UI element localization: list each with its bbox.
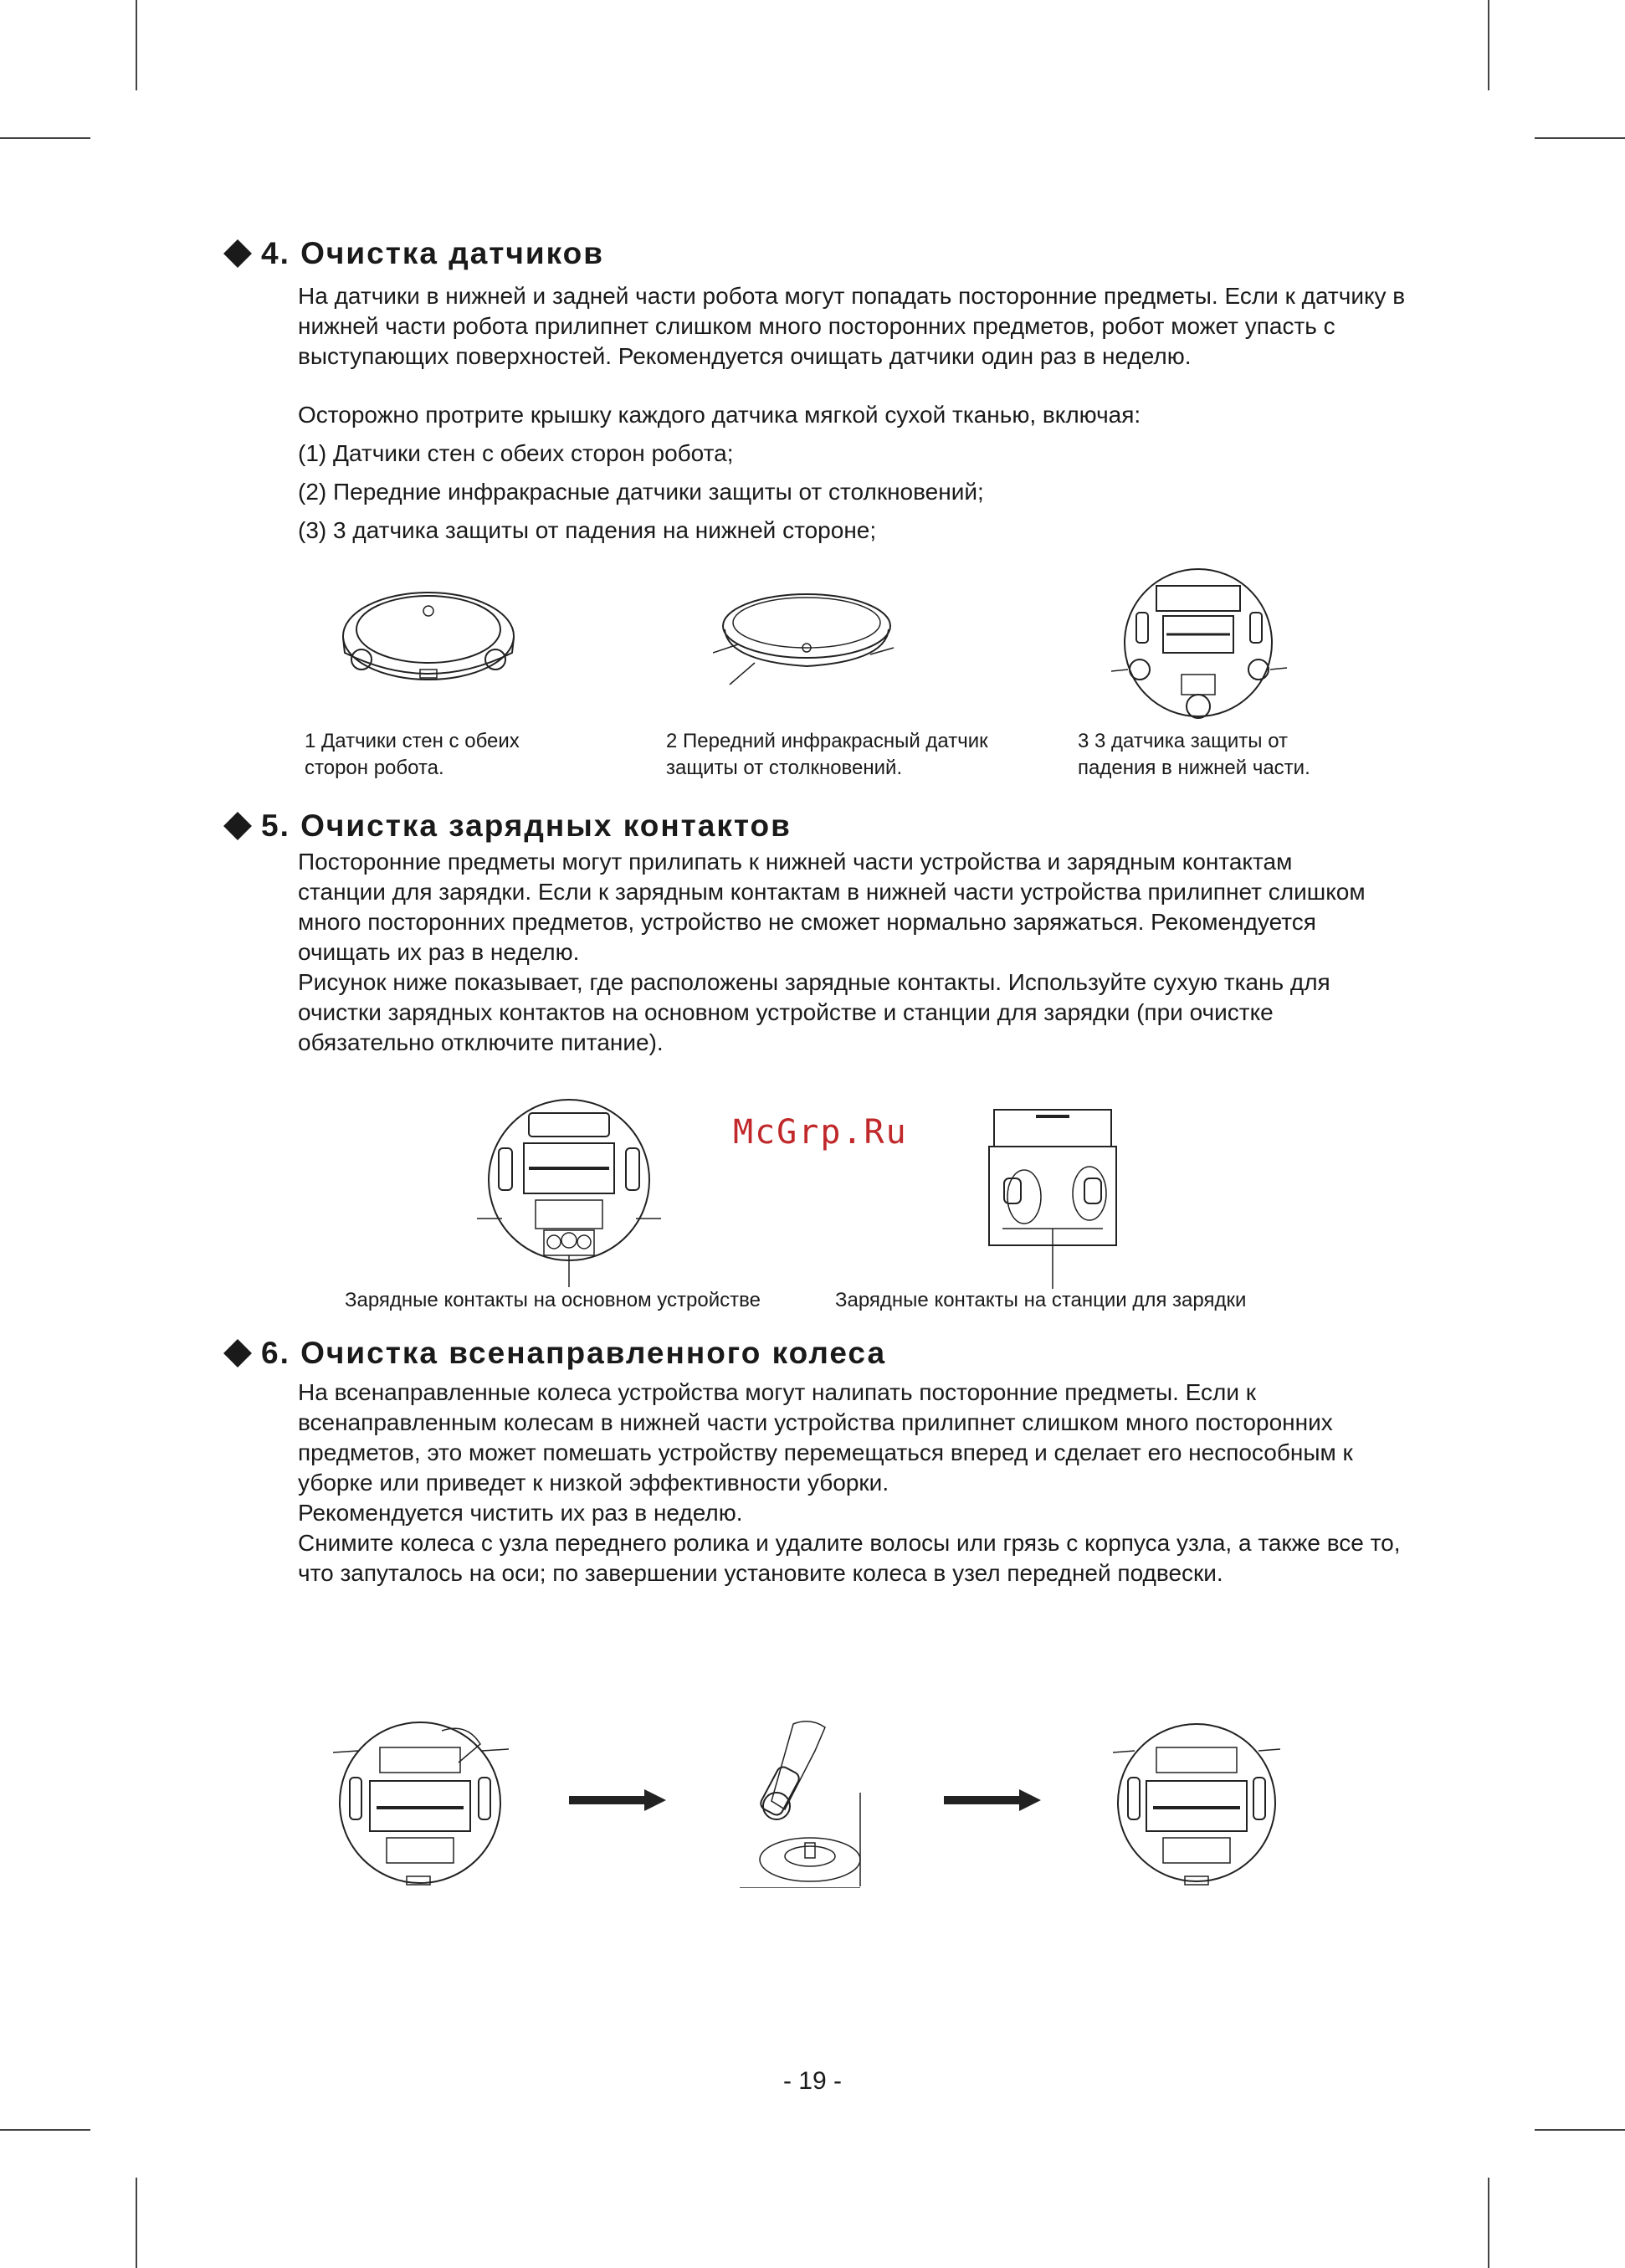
- charging-station-figure: [986, 1103, 1120, 1289]
- section-4-intro: На датчики в нижней и задней части робота могут попадать посторонние предметы. Если к датчику в нижней части робота прилипнет слишком много посторонних предметов, робот может упасть с выступающих поверхностей. Рекомендуется очищать датчики один раз в неделю.: [298, 283, 1406, 369]
- robot-front-view-icon: [713, 586, 905, 695]
- robot-bottom-installed-wheel-icon: [1113, 1714, 1280, 1890]
- watermark: McGrp.Ru: [733, 1113, 908, 1152]
- figure-caption: Зарядные контакты на станции для зарядки: [835, 1289, 1247, 1311]
- arrow-right-icon: [944, 1789, 1041, 1811]
- section-6-title: 6. Очистка всенаправленного колеса: [223, 1336, 886, 1371]
- diamond-bullet-icon: [223, 239, 252, 268]
- crop-mark: [136, 0, 137, 90]
- charging-station-icon: [986, 1103, 1120, 1289]
- arrow-right-icon: [569, 1789, 666, 1811]
- section-4-title: 4. Очистка датчиков: [223, 236, 604, 271]
- robot-side-view-figure: [335, 586, 527, 695]
- diamond-bullet-icon: [223, 1339, 252, 1367]
- figure-caption: 2 Передний инфракрасный датчик защиты от столкновений.: [666, 730, 988, 779]
- robot-bottom-remove-wheel-figure: [333, 1714, 509, 1890]
- robot-bottom-remove-wheel-icon: [333, 1714, 509, 1890]
- page-number: - 19 -: [782, 2067, 843, 2095]
- crop-mark: [1488, 2178, 1489, 2268]
- section-5-body: Посторонние предметы могут прилипать к нижней части устройства и зарядным контактам станции для зарядки. Если к зарядным контактам в нижней части устройства прилипнет слишком много посторонних предметов, устройство не сможет нормально заряжаться. Рекомендуется очищать их раз в неделю. Рисунок ниже показывает, где расположены зарядные контакты. Используйте сухую ткань для очистки зарядных контактов на основном устройстве и станции для зарядки (при очистке обязательно отключите питание).: [298, 849, 1366, 1055]
- crop-mark: [136, 2178, 137, 2268]
- wheel-cleaning-closeup-figure: [735, 1717, 869, 1888]
- crop-mark: [0, 137, 90, 139]
- crop-mark: [1535, 137, 1625, 139]
- figure-caption: Зарядные контакты на основном устройстве: [345, 1289, 761, 1311]
- crop-mark: [1535, 2129, 1625, 2131]
- section-5-title: 5. Очистка зарядных контактов: [223, 808, 792, 844]
- figure-caption: 1 Датчики стен с обеих сторон робота.: [305, 730, 520, 779]
- crop-mark: [1488, 0, 1489, 90]
- wheel-cleaning-closeup-icon: [735, 1717, 869, 1888]
- figure-caption: 3 3 датчика защиты от падения в нижней части.: [1078, 730, 1310, 779]
- diamond-bullet-icon: [223, 812, 252, 840]
- robot-front-view-figure: [713, 586, 905, 695]
- robot-bottom-view-figure: [1111, 566, 1287, 725]
- section-6-body: На всенаправленные колеса устройства могут налипать посторонние предметы. Если к всенаправленным колесам в нижней части устройства прилипнет слишком много посторонних предметов, это может помешать устройству перемещаться вперед и сделает его неспособным к уборке или приведет к низкой эффективности уборки. Рекомендуется чистить их раз в неделю. Снимите колеса с узла переднего ролика и удалите волосы или грязь с корпуса узла, а также все то, что запуталось на оси; по завершении установите колеса в узел передней подвески.: [298, 1379, 1401, 1586]
- robot-bottom-contacts-icon: [477, 1096, 661, 1289]
- robot-bottom-installed-wheel-figure: [1113, 1714, 1280, 1890]
- robot-side-view-icon: [335, 586, 527, 695]
- crop-mark: [0, 2129, 90, 2131]
- robot-bottom-view-icon: [1111, 566, 1287, 725]
- section-4-list: Осторожно протрите крышку каждого датчика мягкой сухой тканью, включая: (1) Датчики стен с обеих сторон робота; (2) Передние инфракрасные датчики защиты от столкновений; (3) 3 датчика защиты от падения на нижней стороне;: [298, 402, 1141, 543]
- robot-bottom-contacts-figure: [477, 1096, 661, 1289]
